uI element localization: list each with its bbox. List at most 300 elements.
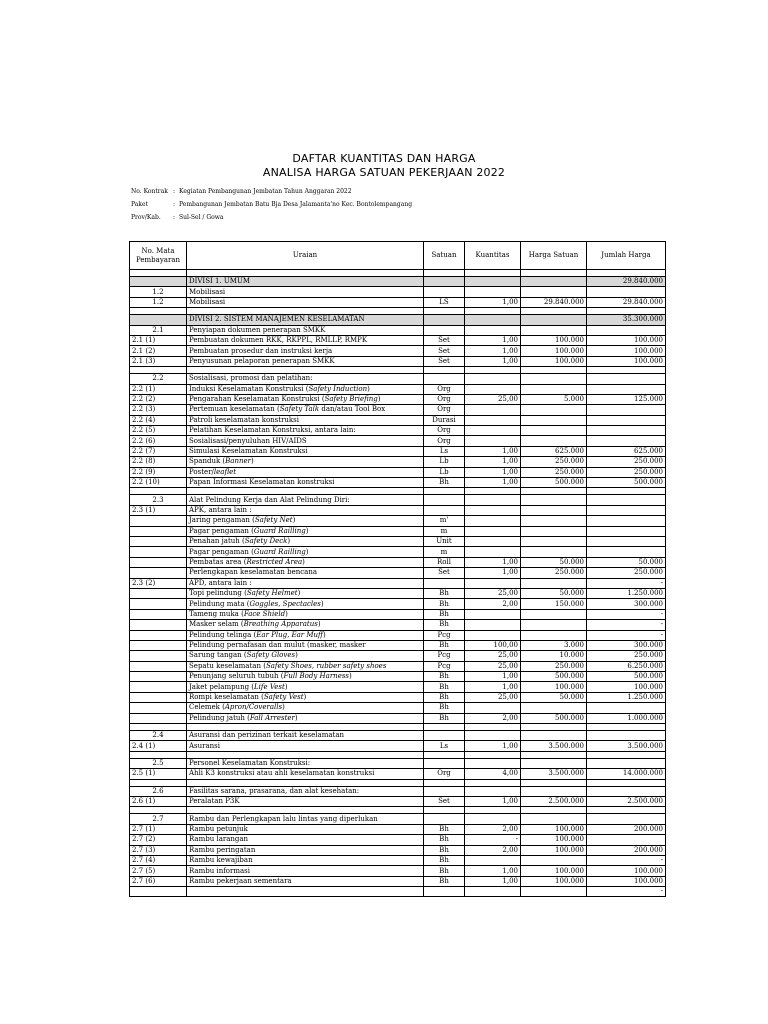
- item-quantity: 1,00: [465, 346, 521, 356]
- item-number: 2.7 (4): [130, 855, 187, 865]
- item-description: [187, 703, 424, 713]
- item-quantity: [465, 495, 521, 505]
- item-quantity: [465, 731, 521, 741]
- item-unit-price: 50.000: [521, 588, 587, 598]
- table-row: [130, 346, 666, 356]
- item-number: 2.1 (2): [130, 346, 187, 356]
- description-tail: ): [320, 599, 324, 608]
- item-quantity: 1,00: [465, 297, 521, 307]
- description-term: Safety Briefing: [324, 395, 378, 404]
- item-description: Asuransi: [187, 741, 424, 751]
- description-text: Pelindung mata (: [189, 599, 250, 608]
- table-row: [130, 855, 666, 865]
- empty-cell: [521, 779, 587, 786]
- description-tail: ): [317, 620, 321, 629]
- item-number: [130, 547, 187, 557]
- item-description: [187, 405, 424, 415]
- item-description: Alat Pelindung Kerja dan Alat Pelindung Diri:: [187, 495, 424, 505]
- description-tail: ): [294, 713, 298, 722]
- item-description: Pembuatan dokumen RKK, RKPPL, RMLLP, RMPK: [187, 335, 424, 345]
- item-unit-price: 250.000: [521, 568, 587, 578]
- item-unit: m': [424, 516, 465, 526]
- item-unit: Lb: [424, 457, 465, 467]
- item-unit-price: [521, 731, 587, 741]
- item-total: [587, 384, 666, 394]
- description-term: Safety Vest: [263, 693, 304, 702]
- table-row: [130, 526, 666, 536]
- item-unit: LS: [424, 297, 465, 307]
- item-quantity: [465, 814, 521, 824]
- item-unit-price: [521, 620, 587, 630]
- item-unit-price: 100.000: [521, 845, 587, 855]
- table-row: [130, 672, 666, 682]
- item-quantity: [465, 578, 521, 588]
- item-unit-price: 50.000: [521, 557, 587, 567]
- table-row: [130, 713, 666, 723]
- table-row: [130, 325, 666, 335]
- item-number: [130, 682, 187, 692]
- item-unit: Bh: [424, 713, 465, 723]
- division-row: [130, 277, 666, 287]
- table-row: [130, 394, 666, 404]
- item-total: [587, 814, 666, 824]
- package-row: [131, 198, 412, 211]
- empty-cell: [130, 270, 187, 277]
- item-description: DIVISI 2. SISTEM MANAJEMEN KESELAMATAN: [187, 315, 424, 325]
- item-unit-price: [521, 384, 587, 394]
- table-row: [130, 457, 666, 467]
- description-text: Jaring pengaman (: [189, 516, 255, 525]
- description-term: Safety Gloves: [246, 651, 296, 660]
- table-body: [130, 270, 666, 897]
- item-quantity: 1,00: [465, 467, 521, 477]
- item-description: Mobilisasi: [187, 297, 424, 307]
- item-description: APK, antara lain :: [187, 505, 424, 515]
- item-quantity: [465, 758, 521, 768]
- bill-of-quantities-table: [129, 241, 666, 897]
- table-row: [130, 335, 666, 345]
- item-unit-price: [521, 609, 587, 619]
- item-number: 2.2 (10): [130, 478, 187, 488]
- meta-value: Sul-Sel / Gowa: [179, 214, 224, 221]
- table-row: [130, 630, 666, 640]
- item-description: [187, 588, 424, 598]
- item-description: Ahli K3 konstruksi atau ahli keselamatan konstruksi: [187, 769, 424, 779]
- table-row: [130, 478, 666, 488]
- empty-cell: [424, 724, 465, 731]
- item-description: [187, 536, 424, 546]
- table-row: [130, 741, 666, 751]
- item-unit-price: 50.000: [521, 692, 587, 702]
- description-text: Pengarahan Keselamatan Konstruksi (: [189, 395, 325, 404]
- item-number: 2.2 (2): [130, 394, 187, 404]
- table-row: [130, 505, 666, 515]
- item-unit-price: 250.000: [521, 467, 587, 477]
- table-row: [130, 866, 666, 876]
- table-row: [130, 609, 666, 619]
- item-total: [587, 405, 666, 415]
- description-text: Penunjang seluruh tubuh (: [189, 672, 284, 681]
- item-unit: Bh: [424, 682, 465, 692]
- item-unit-price: 100.000: [521, 346, 587, 356]
- item-unit: m: [424, 526, 465, 536]
- item-description: Mobilisasi: [187, 287, 424, 297]
- item-unit-price: 100.000: [521, 876, 587, 886]
- item-unit-price: [521, 426, 587, 436]
- description-text: Pagar pengaman (: [189, 526, 254, 535]
- item-unit-price: [521, 516, 587, 526]
- table-row: [130, 692, 666, 702]
- item-unit: Pcg: [424, 661, 465, 671]
- item-number: 2.3 (2): [130, 578, 187, 588]
- description-text: Spanduk (: [189, 457, 226, 466]
- empty-cell: [521, 751, 587, 758]
- item-number: 2.2 (3): [130, 405, 187, 415]
- table-header: [130, 242, 666, 270]
- table-row: [130, 651, 666, 661]
- item-quantity: [465, 786, 521, 796]
- item-unit: [424, 505, 465, 515]
- description-text: Pelindung telinga (: [189, 630, 257, 639]
- item-description: Rambu petunjuk: [187, 824, 424, 834]
- table-row: [130, 356, 666, 366]
- empty-cell: [587, 308, 666, 315]
- item-unit: Bh: [424, 824, 465, 834]
- description-tail: ): [284, 682, 288, 691]
- empty-cell: [465, 724, 521, 731]
- description-text: Induksi Keselamatan Konstruksi (: [189, 384, 309, 393]
- item-description: [187, 526, 424, 536]
- item-unit: [424, 578, 465, 588]
- item-number: 2.2: [130, 374, 187, 384]
- item-unit: Lb: [424, 467, 465, 477]
- item-quantity: [465, 436, 521, 446]
- item-quantity: 25,00: [465, 588, 521, 598]
- item-description: Rambu kewajiban: [187, 855, 424, 865]
- description-term: Ear Plug, Ear Muff: [256, 630, 324, 639]
- item-total: 250.000: [587, 568, 666, 578]
- empty-cell: [424, 308, 465, 315]
- item-quantity: [465, 630, 521, 640]
- item-description: [187, 384, 424, 394]
- item-unit-price: 100.000: [521, 682, 587, 692]
- item-quantity: 25,00: [465, 692, 521, 702]
- item-number: [130, 588, 187, 598]
- item-description: Papan Informasi Keselamatan konstruksi: [187, 478, 424, 488]
- spacer-row: [130, 488, 666, 495]
- item-unit: Roll: [424, 557, 465, 567]
- item-unit: Bh: [424, 588, 465, 598]
- item-quantity: 25,00: [465, 394, 521, 404]
- description-text: Tameng muka (: [189, 609, 244, 618]
- item-total: -: [587, 630, 666, 640]
- item-unit: Bh: [424, 620, 465, 630]
- item-description: APD, antara lain :: [187, 578, 424, 588]
- item-unit: Org: [424, 769, 465, 779]
- item-number: 2.2 (5): [130, 426, 187, 436]
- item-number: 2.2 (6): [130, 436, 187, 446]
- empty-cell: [465, 779, 521, 786]
- item-description: [187, 692, 424, 702]
- item-description: [187, 516, 424, 526]
- item-unit-price: 500.000: [521, 713, 587, 723]
- item-unit-price: 3.000: [521, 640, 587, 650]
- item-unit-price: [521, 277, 587, 287]
- item-description: Sosialisasi, promosi dan pelatihan:: [187, 374, 424, 384]
- item-unit-price: [521, 436, 587, 446]
- empty-cell: [424, 751, 465, 758]
- item-unit: Set: [424, 335, 465, 345]
- item-number: 2.1: [130, 325, 187, 335]
- item-description: Pelindung pernafasan dan mulut (masker, masker: [187, 640, 424, 650]
- item-unit: Bh: [424, 478, 465, 488]
- item-unit: [424, 786, 465, 796]
- item-number: 2.6 (1): [130, 796, 187, 806]
- item-quantity: 2,00: [465, 824, 521, 834]
- item-number: [130, 557, 187, 567]
- item-quantity: -: [465, 835, 521, 845]
- item-number: [130, 692, 187, 702]
- item-number: 2.2 (9): [130, 467, 187, 477]
- description-tail: ): [367, 384, 370, 393]
- item-unit: Ls: [424, 446, 465, 456]
- column-header-jumlah: Jumlah Harga: [587, 242, 666, 270]
- item-number: 1.2: [130, 287, 187, 297]
- table-row: [130, 786, 666, 796]
- description-term: Breathing Apparatus: [243, 620, 318, 629]
- item-unit-price: 500.000: [521, 672, 587, 682]
- item-number: 2.7 (3): [130, 845, 187, 855]
- table-row: [130, 436, 666, 446]
- item-description: Fasilitas sarana, prasarana, dan alat kesehatan:: [187, 786, 424, 796]
- item-number: 2.1 (1): [130, 335, 187, 345]
- empty-cell: [130, 724, 187, 731]
- title-line-2: ANALISA HARGA SATUAN PEKERJAAN 2022: [262, 166, 506, 179]
- item-number: [130, 277, 187, 287]
- table-row: [130, 731, 666, 741]
- empty-cell: [521, 308, 587, 315]
- item-unit-price: 10.000: [521, 651, 587, 661]
- table-row: [130, 876, 666, 886]
- item-description: Rambu larangan: [187, 835, 424, 845]
- item-unit-price: 100.000: [521, 824, 587, 834]
- item-quantity: [465, 526, 521, 536]
- item-total: [587, 436, 666, 446]
- item-number: [130, 703, 187, 713]
- empty-cell: [465, 367, 521, 374]
- item-total: 100.000: [587, 335, 666, 345]
- table-row: [130, 384, 666, 394]
- description-term: Safety Induction: [308, 384, 368, 393]
- item-total: 300.000: [587, 599, 666, 609]
- item-unit: Durasi: [424, 415, 465, 425]
- empty-cell: [521, 807, 587, 814]
- item-total: 500.000: [587, 672, 666, 682]
- item-total: 250.000: [587, 467, 666, 477]
- item-description: Patroli keselamatan konstruksi: [187, 415, 424, 425]
- description-term: Goggles, Spectacles: [249, 599, 321, 608]
- item-unit: Set: [424, 568, 465, 578]
- item-description: Pembuatan prosedur dan instruksi kerja: [187, 346, 424, 356]
- table-row: [130, 426, 666, 436]
- item-total: [587, 415, 666, 425]
- item-unit-price: [521, 887, 587, 897]
- description-tail: ): [323, 630, 326, 639]
- item-unit-price: [521, 287, 587, 297]
- item-unit-price: 625.000: [521, 446, 587, 456]
- item-total: 125.000: [587, 394, 666, 404]
- item-description: [187, 651, 424, 661]
- item-description: [187, 609, 424, 619]
- description-tail: ): [287, 537, 291, 546]
- item-description: Penyiapan dokumen penerapan SMKK: [187, 325, 424, 335]
- item-unit: Org: [424, 405, 465, 415]
- item-quantity: [465, 505, 521, 515]
- empty-cell: [587, 751, 666, 758]
- column-header-satuan: Satuan: [424, 242, 465, 270]
- table-row: [130, 845, 666, 855]
- empty-cell: [587, 779, 666, 786]
- item-total: 1.250.000: [587, 692, 666, 702]
- description-term: Safety Deck: [244, 537, 288, 546]
- item-description: Asuransi dan perizinan terkait keselamatan: [187, 731, 424, 741]
- empty-cell: [187, 308, 424, 315]
- region-row: [131, 211, 412, 224]
- contract-row: [131, 185, 412, 198]
- item-unit-price: [521, 758, 587, 768]
- item-unit: [424, 758, 465, 768]
- empty-cell: [424, 779, 465, 786]
- description-text: Celemek (: [189, 703, 225, 712]
- item-unit: Set: [424, 796, 465, 806]
- item-description: [187, 467, 424, 477]
- item-total: [587, 516, 666, 526]
- item-unit: Ls: [424, 741, 465, 751]
- empty-cell: [130, 807, 187, 814]
- description-term: Apron/Coveralls: [224, 703, 283, 712]
- item-description: Rambu informasi: [187, 866, 424, 876]
- item-description: Rambu peringatan: [187, 845, 424, 855]
- item-unit: Bh: [424, 855, 465, 865]
- item-quantity: [465, 620, 521, 630]
- column-header-kuantitas: Kuantitas: [465, 242, 521, 270]
- item-quantity: 25,00: [465, 651, 521, 661]
- description-term: Guard Railling: [253, 547, 306, 556]
- item-unit-price: [521, 325, 587, 335]
- description-tail: ): [303, 693, 307, 702]
- table-row: [130, 568, 666, 578]
- item-total: 2.500.000: [587, 796, 666, 806]
- item-unit-price: 250.000: [521, 457, 587, 467]
- table-row: [130, 536, 666, 546]
- item-description: [187, 682, 424, 692]
- division-row: [130, 315, 666, 325]
- item-unit-price: [521, 547, 587, 557]
- item-quantity: 1,00: [465, 478, 521, 488]
- empty-cell: [187, 367, 424, 374]
- description-tail: ): [302, 557, 305, 566]
- item-total: -: [587, 609, 666, 619]
- item-description: Rambu dan Perlengkapan lalu lintas yang diperlukan: [187, 814, 424, 824]
- description-term: Safety Shoes, rubber safety shoes: [265, 661, 387, 670]
- item-total: 500.000: [587, 478, 666, 488]
- empty-cell: [187, 724, 424, 731]
- empty-cell: [130, 308, 187, 315]
- description-text: Penahan jatuh (: [189, 537, 245, 546]
- item-unit-price: 100.000: [521, 356, 587, 366]
- item-description: [187, 887, 424, 897]
- meta-key: No. Kontrak: [131, 188, 168, 195]
- item-unit: Pcg: [424, 630, 465, 640]
- item-total: 50.000: [587, 557, 666, 567]
- item-quantity: [465, 426, 521, 436]
- empty-cell: [465, 807, 521, 814]
- spacer-row: [130, 779, 666, 786]
- item-description: Penyusunan pelaporan penerapan SMKK: [187, 356, 424, 366]
- description-text: Topi pelindung (: [189, 589, 247, 598]
- item-total: [587, 536, 666, 546]
- item-unit-price: [521, 786, 587, 796]
- item-number: [130, 661, 187, 671]
- empty-cell: [465, 308, 521, 315]
- meta-sep: :: [173, 214, 176, 221]
- item-description: Sosialisasi/penyuluhan HIV/AIDS: [187, 436, 424, 446]
- item-unit: Bh: [424, 609, 465, 619]
- description-text: Sepatu keselamatan (: [189, 661, 266, 670]
- item-unit-price: 2.500.000: [521, 796, 587, 806]
- description-term: Safety Net: [254, 516, 293, 525]
- empty-cell: [187, 751, 424, 758]
- item-quantity: [465, 536, 521, 546]
- table-row: [130, 374, 666, 384]
- item-unit: [424, 277, 465, 287]
- item-total: 6.250.000: [587, 661, 666, 671]
- item-description: [187, 672, 424, 682]
- item-unit: Bh: [424, 640, 465, 650]
- item-quantity: 2,00: [465, 599, 521, 609]
- item-total: -: [587, 578, 666, 588]
- item-unit-price: [521, 855, 587, 865]
- item-number: [130, 630, 187, 640]
- item-total: 250.000: [587, 457, 666, 467]
- item-unit: [424, 495, 465, 505]
- table-row: [130, 758, 666, 768]
- item-total: [587, 325, 666, 335]
- table-row: [130, 495, 666, 505]
- item-unit: Bh: [424, 692, 465, 702]
- item-total: [587, 835, 666, 845]
- table-row: [130, 640, 666, 650]
- item-number: [130, 887, 187, 897]
- spacer-row: [130, 308, 666, 315]
- description-text: Rompi keselamatan (: [189, 693, 264, 702]
- item-quantity: 1,00: [465, 457, 521, 467]
- item-total: 14.000.000: [587, 769, 666, 779]
- empty-cell: [465, 751, 521, 758]
- item-number: 2.2 (1): [130, 384, 187, 394]
- item-quantity: [465, 516, 521, 526]
- item-number: 2.7 (6): [130, 876, 187, 886]
- item-total: [587, 495, 666, 505]
- item-quantity: [465, 325, 521, 335]
- item-quantity: [465, 287, 521, 297]
- item-total: 29.840.000: [587, 297, 666, 307]
- table-row: [130, 557, 666, 567]
- table-row: [130, 682, 666, 692]
- item-number: 2.7 (1): [130, 824, 187, 834]
- item-total: [587, 505, 666, 515]
- item-total: -: [587, 620, 666, 630]
